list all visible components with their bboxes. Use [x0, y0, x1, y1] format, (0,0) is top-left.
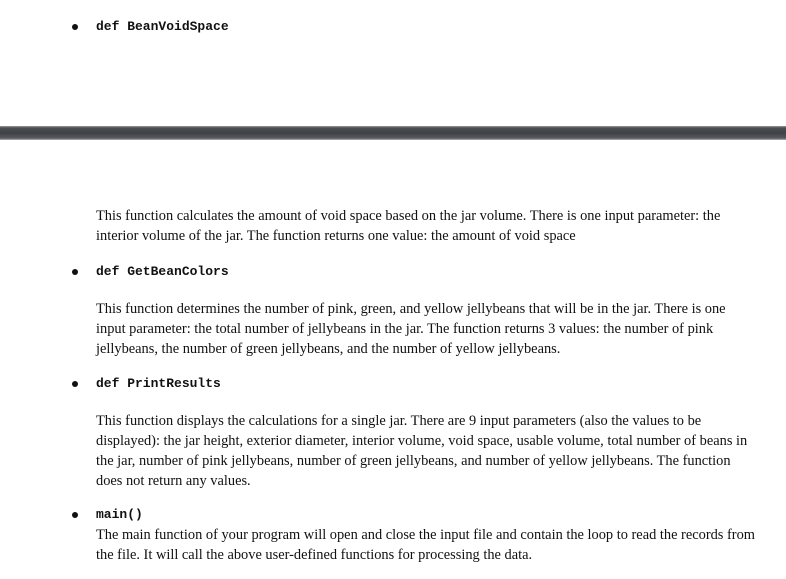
bullet-icon [72, 512, 78, 518]
bullet-icon [72, 381, 78, 387]
page-divider [0, 126, 786, 140]
bullet-icon [72, 24, 78, 30]
function-signature-get-bean-colors: def GetBeanColors [96, 264, 229, 279]
bullet-icon [72, 269, 78, 275]
function-signature-main: main() [96, 507, 143, 522]
function-signature-bean-void-space: def BeanVoidSpace [96, 19, 229, 34]
function-description-bean-void-space: This function calculates the amount of void space based on the jar volume. There is one input parameter: the interior volume of the jar. The function returns one value: the amount of void space [96, 208, 721, 244]
function-description-print-results: This function displays the calculations for a single jar. There are 9 input parameters (also the values to be displayed): the jar height, exterior diameter, interior volume, void space, usable volume, total number of beans in the jar, number of pink jellybeans, number of green jellybeans, and number of yellow jellybeans. The function does not return any values. [96, 413, 748, 489]
function-description-get-bean-colors: This function determines the number of pink, green, and yellow jellybeans that will be in the jar. There is one input parameter: the total number of jellybeans in the jar. The function returns 3 values: the number of pink jellybeans, the number of green jellybeans, and the number of yellow jellybeans. [96, 301, 726, 357]
function-description-main: The main function of your program will open and close the input file and contain the loop to read the records from the file. It will call the above user-defined functions for processing the data. [96, 527, 755, 563]
function-signature-print-results: def PrintResults [96, 376, 221, 391]
